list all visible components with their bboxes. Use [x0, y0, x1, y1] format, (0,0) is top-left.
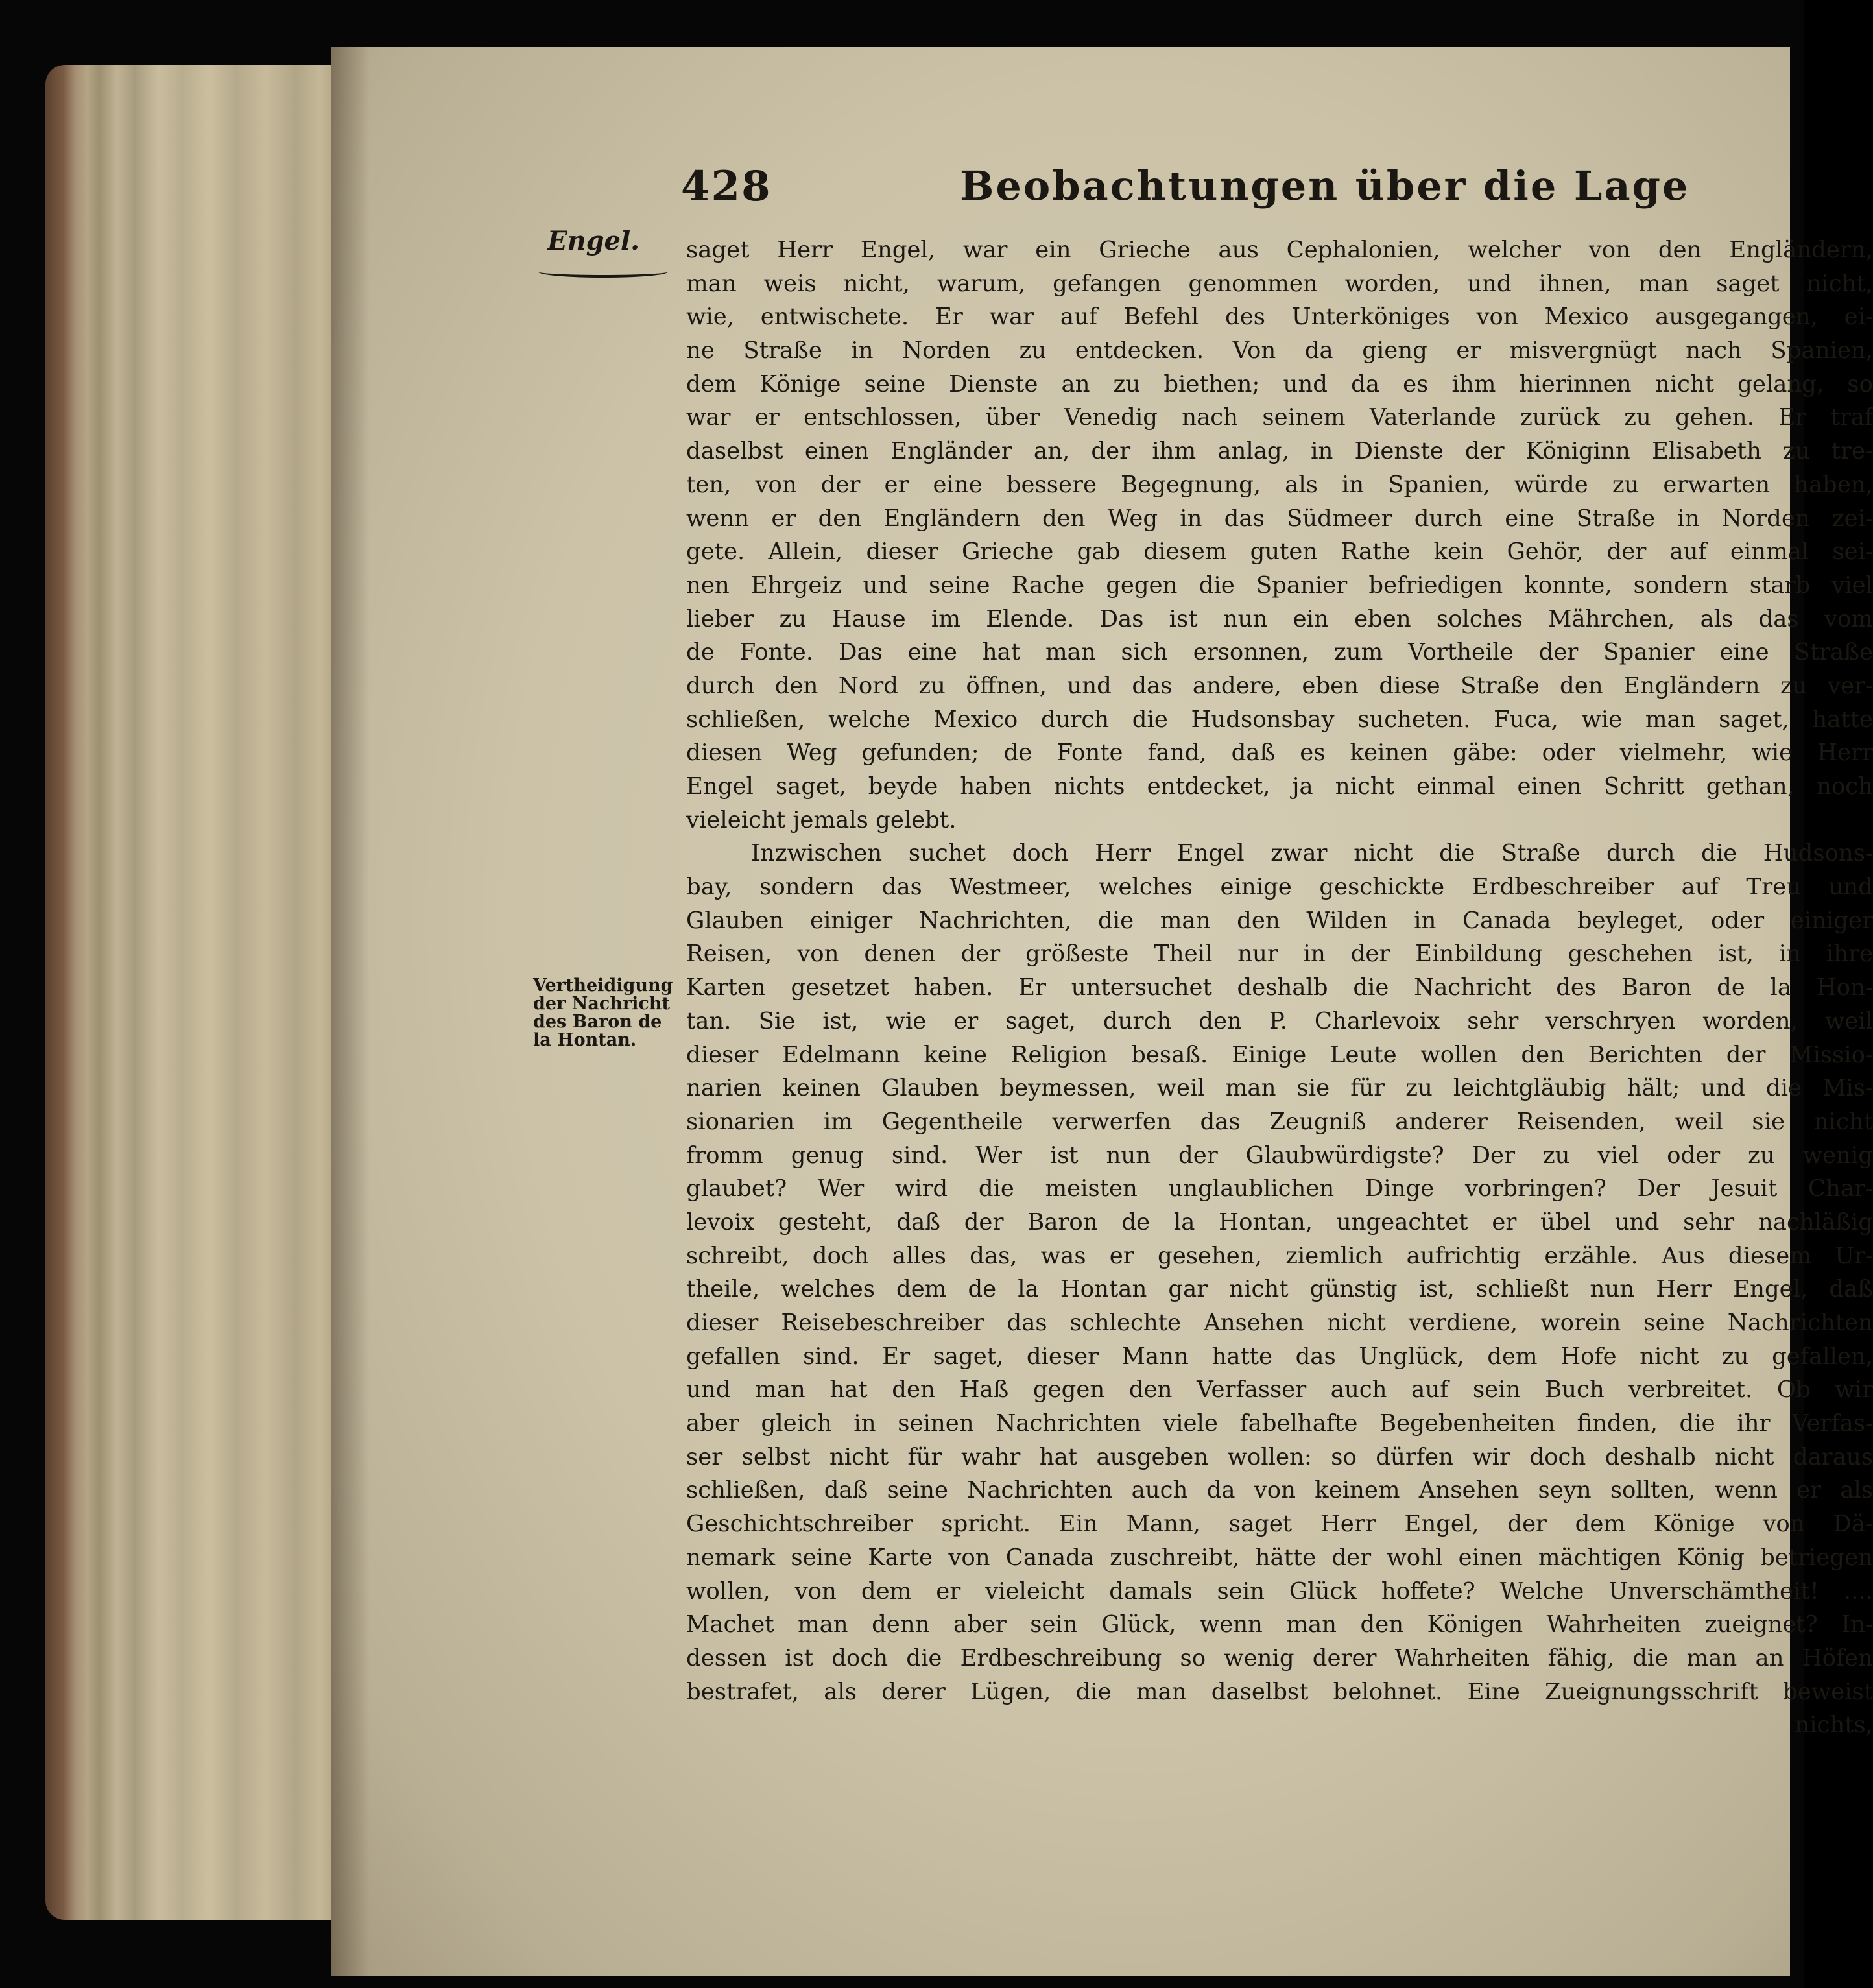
text-line: vieleicht jemals gelebt. — [686, 806, 957, 833]
text-line: war er entschlossen, über Venedig nach seinem Vaterlande zurück zu gehen. Er traf — [686, 404, 1873, 431]
margin-note-flourish — [538, 266, 668, 278]
margin-note-line: des Baron de — [533, 1012, 662, 1032]
text-line: theile, welches dem de la Hontan gar nicht günstig ist, schließt nun Herr Engel, daß — [686, 1276, 1873, 1303]
margin-note-line: la Hontan. — [533, 1030, 637, 1050]
margin-note-vertheidigung — [533, 977, 673, 1049]
text-line: narien keinen Glauben beymessen, weil man sie für zu leichtgläubig hält; und die Mis- — [686, 1075, 1873, 1102]
page-header — [681, 162, 1784, 214]
page-number: 428 — [681, 162, 772, 211]
text-line: fromm genug sind. Wer ist nun der Glaubwürdigste? Der zu viel oder zu wenig — [686, 1142, 1873, 1169]
text-line: nemark seine Karte von Canada zuschreibt, hätte der wohl einen mächtigen König betriegen — [686, 1544, 1873, 1571]
running-title: Beobachtungen über die Lage — [960, 162, 1690, 210]
text-line: dieser Edelmann keine Religion besaß. Einige Leute wollen den Berichten der Missio- — [686, 1041, 1873, 1068]
text-line: dem Könige seine Dienste an zu biethen; und da es ihm hierinnen nicht gelang, so — [686, 370, 1873, 398]
text-line: und man hat den Haß gegen den Verfasser auch auf sein Buch verbreitet. Ob wir — [686, 1376, 1873, 1404]
text-line: wollen, von dem er vieleicht damals sein Glück hoffete? Welche Unverschämtheit! .... — [686, 1577, 1873, 1605]
text-line: saget Herr Engel, war ein Grieche aus Cephalonien, welcher von den Engländern, — [686, 237, 1873, 263]
margin-note-line: Vertheidigung — [533, 976, 673, 996]
text-line: Engel saget, beyde haben nichts entdecket, ja nicht einmal einen Schritt gethan, noch — [686, 773, 1873, 800]
margin-note-line: der Nachricht — [533, 994, 670, 1014]
body-text — [686, 234, 1873, 1742]
page-edges — [45, 65, 344, 1920]
text-line: gete. Allein, dieser Grieche gab diesem guten Rathe kein Gehör, der auf einmal sei- — [686, 538, 1873, 566]
text-line: Glauben einiger Nachrichten, die man den Wilden in Canada beyleget, oder einiger — [686, 907, 1873, 934]
text-line: bestrafet, als derer Lügen, die man daselbst belohnet. Eine Zueignungsschrift beweist — [686, 1678, 1873, 1705]
text-line: lieber zu Hause im Elende. Das ist nun ein eben solches Mährchen, als das vom — [686, 605, 1873, 632]
text-line: dessen ist doch die Erdbeschreibung so wenig derer Wahrheiten fähig, die man an Höfen — [686, 1644, 1873, 1671]
text-line: durch den Nord zu öffnen, und das andere, eben diese Straße den Engländern zu ver- — [686, 672, 1873, 699]
text-line: de Fonte. Das eine hat man sich ersonnen, zum Vortheile der Spanier eine Straße — [686, 639, 1873, 666]
book-page — [331, 47, 1873, 1976]
text-line: wie, entwischete. Er war auf Befehl des Unterköniges von Mexico ausgegangen, ei- — [686, 304, 1873, 331]
text-line: ne Straße in Norden zu entdecken. Von da gieng er misvergnügt nach Spanien, — [686, 337, 1873, 365]
gutter-shadow — [331, 47, 370, 1976]
text-line: Karten gesetzet haben. Er untersuchet deshalb die Nachricht des Baron de la Hon- — [686, 974, 1873, 1001]
text-line: bay, sondern das Westmeer, welches einige geschickte Erdbeschreiber auf Treu und — [686, 874, 1873, 901]
text-line: aber gleich in seinen Nachrichten viele fabelhafte Begebenheiten finden, die ihr Verfas- — [686, 1410, 1873, 1437]
text-line: wenn er den Engländern den Weg in das Südmeer durch eine Straße in Norden zei- — [686, 505, 1873, 532]
catchword: nichts, — [1795, 1712, 1873, 1739]
text-line: sionarien im Gegentheile verwerfen das Zeugniß anderer Reisenden, weil sie nicht — [686, 1108, 1873, 1135]
text-line: schließen, daß seine Nachrichten auch da von keinem Ansehen seyn sollten, wenn er als — [686, 1477, 1873, 1504]
text-line: man weis nicht, warum, gefangen genommen worden, und ihnen, man saget nicht, — [686, 270, 1873, 297]
text-line: daselbst einen Engländer an, der ihm anlag, in Dienste der Königinn Elisabeth zu tre- — [686, 438, 1873, 465]
text-line: Inzwischen suchet doch Herr Engel zwar nicht die Straße durch die Hudsons- — [751, 840, 1873, 867]
text-line: Machet man denn aber sein Glück, wenn man den Königen Wahrheiten zueignet? In- — [686, 1611, 1873, 1638]
text-line: tan. Sie ist, wie er saget, durch den P. Charlevoix sehr verschryen worden, weil — [686, 1007, 1873, 1035]
margin-note-engel: Engel. — [547, 226, 640, 256]
text-line: schreibt, doch alles das, was er gesehen, ziemlich aufrichtig erzähle. Aus diesem Ur- — [686, 1242, 1873, 1269]
text-line: diesen Weg gefunden; de Fonte fand, daß es keinen gäbe: oder vielmehr, wie Herr — [686, 739, 1873, 767]
text-line: levoix gesteht, daß der Baron de la Hontan, ungeachtet er übel und sehr nachläßig — [686, 1208, 1873, 1236]
text-line: nen Ehrgeiz und seine Rache gegen die Spanier befriedigen konnte, sondern starb viel — [686, 571, 1873, 599]
text-line: schließen, welche Mexico durch die Hudsonsbay sucheten. Fuca, wie man saget, hatte — [686, 706, 1873, 733]
text-line: ser selbst nicht für wahr hat ausgeben wollen: so dürfen wir doch deshalb nicht daraus — [686, 1443, 1873, 1470]
text-line: ten, von der er eine bessere Begegnung, als in Spanien, würde zu erwarten haben, — [686, 471, 1873, 498]
text-line: Reisen, von denen der größeste Theil nur in der Einbildung geschehen ist, in ihre — [686, 940, 1873, 968]
text-line: Geschichtschreiber spricht. Ein Mann, saget Herr Engel, der dem Könige von Dä- — [686, 1511, 1873, 1538]
text-line: gefallen sind. Er saget, dieser Mann hatte das Unglück, dem Hofe nicht zu gefallen, — [686, 1343, 1873, 1370]
text-line: dieser Reisebeschreiber das schlechte Ansehen nicht verdiene, worein seine Nachrichten — [686, 1310, 1873, 1336]
text-line: glaubet? Wer wird die meisten unglaublichen Dinge vorbringen? Der Jesuit Char- — [686, 1175, 1873, 1203]
